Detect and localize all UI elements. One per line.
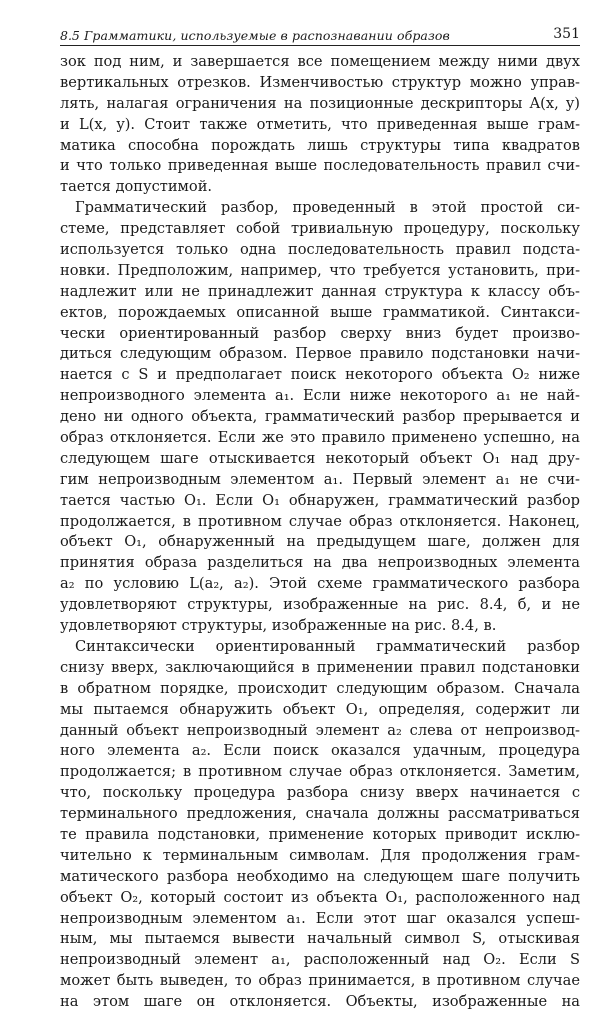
text-line: стеме, представляет собой тривиальную процедуру, поскольку bbox=[60, 220, 580, 238]
text-line: объект O₁, обнаруженный на предыдущем шаге, должен для bbox=[60, 533, 580, 551]
section-number: 8.5 bbox=[60, 28, 80, 43]
text-line: в обратном порядке, происходит следующим образом. Сначала bbox=[60, 679, 580, 697]
text-line: удовлетворяют структуры, изображенные на рис. 8.4, б, и не bbox=[60, 596, 580, 614]
page-number: 351 bbox=[553, 26, 580, 42]
body-text bbox=[60, 52, 580, 1013]
text-line: принятия образа разделиться на два непроизводных элемента bbox=[60, 554, 580, 572]
text-line: мы пытаемся обнаружить объект O₁, определяя, содержит ли bbox=[60, 700, 580, 718]
text-line: вертикальных отрезков. Изменчивостью структур можно управ- bbox=[60, 73, 580, 91]
text-line: матика способна порождать лишь структуры типа квадратов bbox=[60, 136, 580, 154]
header-rule bbox=[60, 45, 580, 46]
text-line: те правила подстановки, применение которых приводит исклю- bbox=[60, 825, 580, 843]
text-line: продолжается, в противном случае образ отклоняется. Наконец, bbox=[60, 512, 580, 530]
section-title: Грамматики, используемые в распознавании образов bbox=[84, 28, 450, 43]
text-line: a₂ по условию L(a₂, a₂). Этой схеме грамматического разбора bbox=[60, 575, 580, 593]
text-line: терминального предложения, сначала должны рассматриваться bbox=[60, 805, 580, 823]
text-line: тается частью O₁. Если O₁ обнаружен, грамматический разбор bbox=[60, 491, 580, 509]
text-line: продолжается; в противном случае образ отклоняется. Заметим, bbox=[60, 763, 580, 781]
text-line: надлежит или не принадлежит данная структура к классу объ- bbox=[60, 282, 580, 300]
text-line: непроизводный элемент a₁, расположенный над O₂. Если S bbox=[60, 951, 580, 969]
text-line: используется только одна последовательность правил подста- bbox=[60, 241, 580, 259]
text-line: непроизводным элементом a₁. Если этот шаг оказался успеш- bbox=[60, 909, 580, 927]
text-line: объект O₂, который состоит из объекта O₁, расположенного над bbox=[60, 888, 580, 906]
text-line: снизу вверх, заключающийся в применении правил подстановки bbox=[60, 658, 580, 676]
running-head bbox=[60, 18, 580, 48]
text-line: ным, мы пытаемся вывести начальный символ S, отыскивая bbox=[60, 930, 580, 948]
paragraph-first-line: Грамматический разбор, проведенный в этой простой си- bbox=[75, 199, 580, 217]
text-line: зок под ним, и завершается все помещением между ними двух bbox=[60, 53, 580, 70]
text-line: гим непроизводным элементом a₁. Первый элемент a₁ не счи- bbox=[60, 470, 580, 488]
text-line: матического разбора необходимо на следующем шаге получить bbox=[60, 867, 580, 885]
text-line: следующем шаге отыскивается некоторый объект O₁ над дру- bbox=[60, 449, 580, 467]
text-line: и что только приведенная выше последовательность правил счи- bbox=[60, 157, 580, 175]
text-line: удовлетворяют структуры, изображенные на рис. 8.4, в. bbox=[60, 617, 497, 635]
text-line: на этом шаге он отклоняется. Объекты, изображенные на bbox=[60, 993, 580, 1011]
text-line: и L(x, y). Стоит также отметить, что приведенная выше грам- bbox=[60, 115, 580, 133]
text-line: ектов, порождаемых описанной выше грамматикой. Синтакси- bbox=[60, 303, 580, 321]
text-line: непроизводного элемента a₁. Если ниже некоторого a₁ не най- bbox=[60, 387, 580, 405]
text-line: нается с S и предполагает поиск некоторого объекта O₂ ниже bbox=[60, 366, 580, 384]
text-line: может быть выведен, то образ принимается, в противном случае bbox=[60, 972, 580, 990]
text-line: чительно к терминальным символам. Для продолжения грам- bbox=[60, 846, 580, 864]
text-line: данный объект непроизводный элемент a₂ слева от непроизвод- bbox=[60, 721, 580, 739]
text-line: чески ориентированный разбор сверху вниз будет произво- bbox=[60, 324, 580, 342]
text-line: тается допустимой. bbox=[60, 178, 213, 196]
paragraph-first-line: Синтаксически ориентированный грамматический разбор bbox=[75, 637, 580, 655]
text-line: лять, налагая ограничения на позиционные дескрипторы A(x, y) bbox=[60, 94, 580, 112]
text-line: дено ни одного объекта, грамматический разбор прерывается и bbox=[60, 408, 580, 426]
text-line: диться следующим образом. Первое правило подстановки начи- bbox=[60, 345, 580, 363]
text-line: образ отклоняется. Если же это правило применено успешно, на bbox=[60, 429, 580, 447]
text-line: ного элемента a₂. Если поиск оказался удачным, процедура bbox=[60, 742, 580, 760]
text-line: что, поскольку процедура разбора снизу вверх начинается с bbox=[60, 784, 580, 802]
text-line: новки. Предположим, например, что требуется установить, при- bbox=[60, 261, 580, 279]
